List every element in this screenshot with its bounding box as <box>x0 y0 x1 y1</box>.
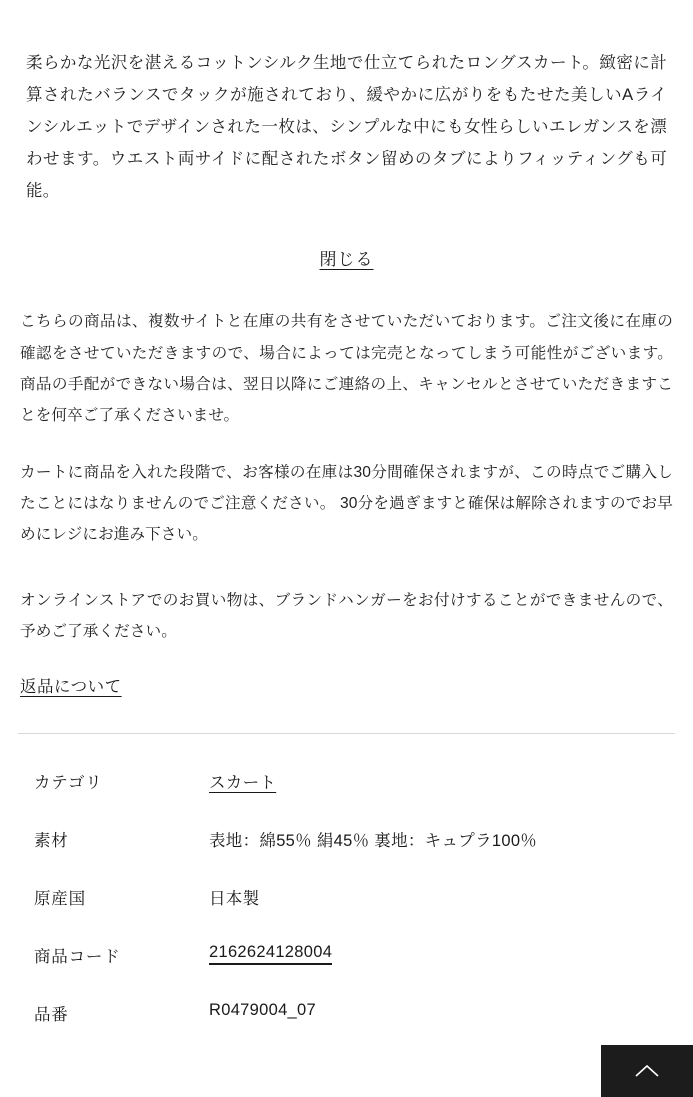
product-spec-table <box>0 752 693 1042</box>
table-row <box>0 810 693 868</box>
close-description-link[interactable]: 閉じる <box>319 250 374 270</box>
notice-cart-hold: カートに商品を入れた段階で、お客様の在庫は30分間確保されますが、この時点でご購入したことにはなりませんのでご注意ください。 30分を過ぎますと確保は解除されますのでお早めにレジにお進み下さい。 <box>20 464 673 544</box>
section-divider <box>18 733 675 734</box>
table-row <box>0 984 693 1042</box>
table-row <box>0 926 693 984</box>
spec-label-origin: 原産国 <box>34 890 86 909</box>
chevron-up-icon <box>634 1063 660 1079</box>
notice-stock-sharing: こちらの商品は、複数サイトと在庫の共有をさせていただいております。ご注文後に在庫の確認をさせていただきますので、場合によっては完売となってしまう可能性がございます。 商品の手配ができない場合は、翌日以降にご連絡の上、キャンセルとさせていただきますことを何卒ご了承くださいませ。 <box>20 313 673 424</box>
notice-section <box>0 306 693 647</box>
returns-link-container <box>0 673 693 697</box>
product-detail-page <box>0 17 693 1097</box>
spec-value-model-number: R0479004_07 <box>209 1001 316 1020</box>
close-link-container <box>0 245 693 270</box>
category-link[interactable]: スカート <box>209 774 277 793</box>
spec-value-category <box>209 752 693 810</box>
spec-label-material: 素材 <box>34 832 69 851</box>
spec-label-model-number: 品番 <box>34 1006 69 1025</box>
product-description: 柔らかな光沢を湛えるコットンシルク生地で仕立てられたロングスカート。緻密に計算されたバランスでタックが施されており、緩やかに広がりをもたせた美しいAラインシルエットでデザインされた一枚は、シンプルな中にも女性らしいエレガンスを漂わせます。ウエスト両サイドに配されたボタン留めのタブによりフィッティングも可能。 <box>26 53 667 201</box>
spec-value-origin: 日本製 <box>209 890 260 909</box>
notice-brand-hanger: オンラインストアでのお買い物は、ブランドハンガーをお付けすることができませんので、予めご了承ください。 <box>20 591 673 640</box>
spec-label-category: カテゴリ <box>34 774 103 793</box>
scroll-to-top-button[interactable] <box>601 1045 693 1097</box>
spec-value-material: 表地：綿55％ 絹45％ 裏地：キュプラ100％ <box>209 832 538 851</box>
returns-policy-link[interactable]: 返品について <box>20 678 122 697</box>
table-row <box>0 868 693 926</box>
spec-value-product-code <box>209 926 693 984</box>
table-row <box>0 752 693 810</box>
product-code-value: 2162624128004 <box>209 943 332 965</box>
spec-label-product-code: 商品コード <box>34 948 121 967</box>
